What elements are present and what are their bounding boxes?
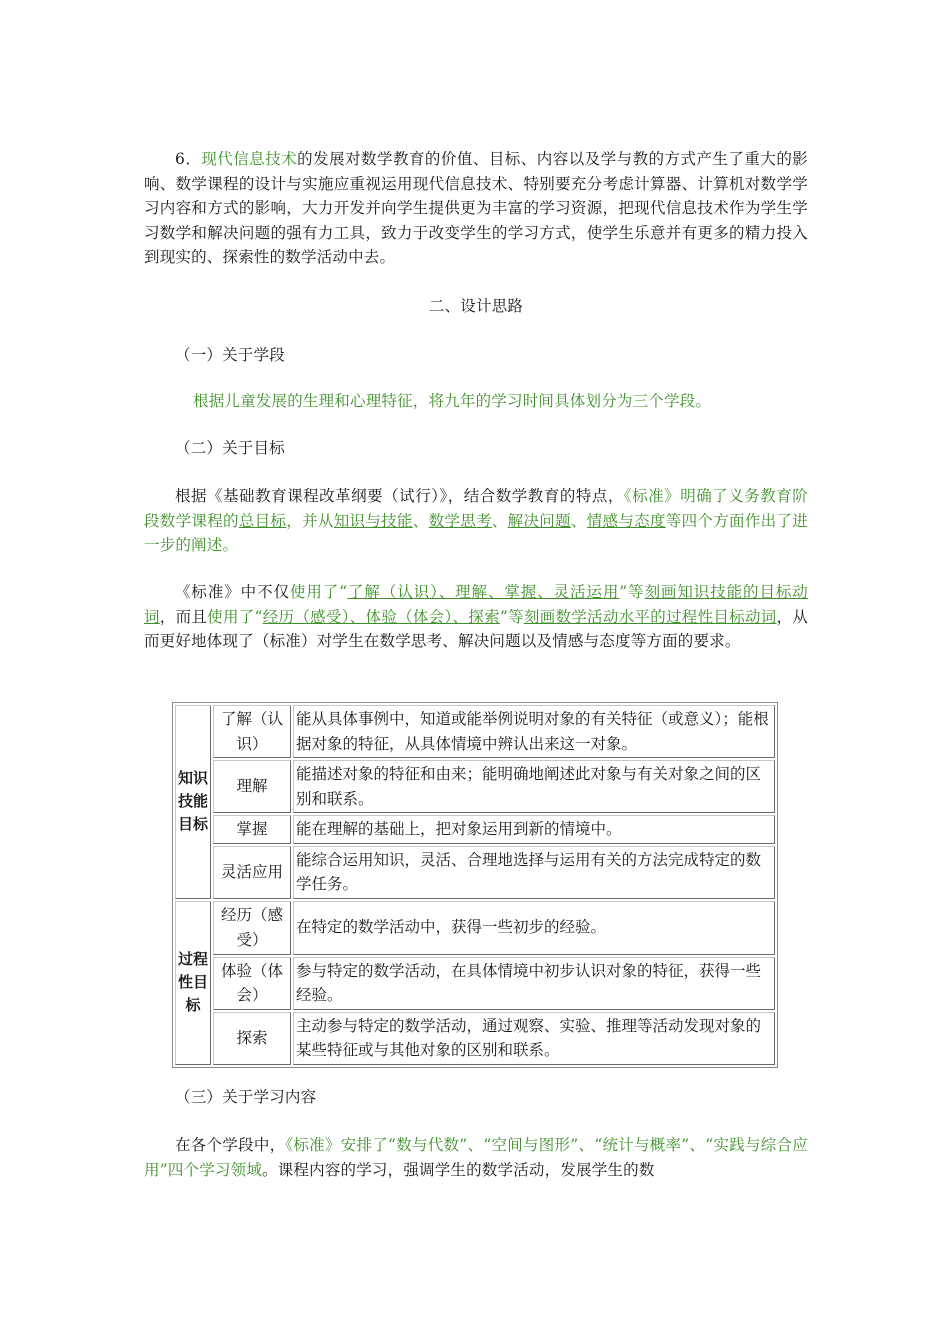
problem-solving-link[interactable]: 解决问题 [507, 511, 571, 530]
content-text-a: 在各个学段中， [175, 1136, 286, 1154]
verbs-text-d: ”等 [619, 583, 645, 601]
table-row [175, 957, 775, 1010]
goals-text-l: 等四个方面作出了进一步的阐述。 [144, 511, 808, 554]
learning-areas-text: 《标准》安排了“数与代数”、“空间与图形”、“统计与概率”、“实践与综合应用”四个学习领域 [144, 1136, 808, 1179]
verbs-text-a: 《标准》中不仅 [175, 583, 290, 601]
verbs-text-g: 使用了“ [207, 607, 263, 626]
term-cell: 了解（认识） [213, 705, 291, 758]
paragraph-6 [144, 147, 808, 270]
subsection-title-content: （三）关于学习内容 [175, 1088, 317, 1106]
term-cell: 探索 [213, 1012, 291, 1065]
process-verbs-link[interactable]: 经历（感受）、体验（体会）、探索 [262, 607, 500, 626]
table-row [175, 705, 775, 758]
goal-verbs-table [172, 702, 778, 1068]
verbs-text-k: ，从而更好地体现了（标准）对学生在数学思考、解决问题以及情感与态度等方面的要求。 [144, 607, 809, 650]
goals-sep-1: 、 [412, 511, 429, 530]
verbs-text-b: 使用了“ [289, 583, 348, 601]
table-row [175, 1012, 775, 1065]
modern-it-term: 现代信息技术 [201, 150, 298, 168]
term-cell: 掌握 [213, 815, 291, 844]
desc-cell: 主动参与特定的数学活动，通过观察、实验、推理等活动发现对象的某些特征或与其他对象的区别和联系。 [293, 1012, 775, 1065]
desc-cell: 能从具体事例中，知道或能举例说明对象的有关特征（或意义）；能根据对象的特征，从具体情境中辨认出来这一对象。 [293, 705, 775, 758]
term-cell: 体验（体会） [213, 957, 291, 1010]
table-row [175, 846, 775, 899]
section-title-design: 二、设计思路 [428, 297, 524, 315]
paragraph-6-body: 的发展对数学教育的价值、目标、内容以及学与教的方式产生了重大的影响、数学课程的设计与实施应重视运用现代信息技术、特别要充分考虑计算器、计算机对数学学习内容和方式的影响，大力开发并向学生提供更为丰富的学习资源，把现代信息技术作为学生学习数学和解决问题的强有力工具，致力于改变学生的学习方式，使学生乐意并有更多的精力投入到现实的、探索性的数学活动中去。 [144, 150, 809, 266]
verbs-text-i: ”等 [499, 607, 524, 626]
term-cell: 灵活应用 [213, 846, 291, 899]
content-text-c: 。课程内容的学习，强调学生的数学活动，发展学生的数 [262, 1160, 655, 1179]
overall-goal-link[interactable]: 总目标 [238, 511, 287, 530]
table-row [175, 760, 775, 813]
goals-sep-3: 、 [570, 511, 587, 530]
knowledge-category-cell: 知识技能目标 [175, 705, 211, 899]
item-number: 6． [175, 150, 202, 168]
goals-text-d: ，并从 [286, 511, 334, 530]
knowledge-goal-verbs-link[interactable]: 刻画知识技能的目标动词 [144, 583, 808, 626]
subsection-title-stages: （一）关于学段 [175, 346, 285, 364]
content-paragraph [144, 1133, 808, 1182]
term-cell: 理解 [213, 760, 291, 813]
desc-cell: 能描述对象的特征和由来；能明确地阐述此对象与有关对象之间的区别和联系。 [293, 760, 775, 813]
desc-cell: 在特定的数学活动中，获得一些初步的经验。 [293, 901, 775, 955]
goals-text-a: 根据《基础教育课程改革纲要（试行）》，结合数学教育的特点， [175, 487, 624, 505]
process-goal-verbs-link[interactable]: 刻画数学活动水平的过程性目标动词 [523, 607, 777, 626]
term-cell: 经历（感受） [213, 901, 291, 955]
knowledge-verbs-link[interactable]: 了解（认识）、理解、掌握、灵活运用 [347, 583, 620, 601]
process-category-cell: 过程性目标 [175, 901, 211, 1065]
subsection-title-goals: （二）关于目标 [175, 439, 285, 457]
goals-sep-2: 、 [491, 511, 508, 530]
knowledge-skills-link[interactable]: 知识与技能 [333, 511, 413, 530]
desc-cell: 能在理解的基础上，把对象运用到新的情境中。 [293, 815, 775, 844]
verbs-text-f: ，而且 [159, 607, 208, 626]
table-row [175, 815, 775, 844]
verbs-paragraph [144, 580, 808, 654]
emotion-attitude-link[interactable]: 情感与态度 [586, 511, 666, 530]
goals-text-b: 《标准》明确了义务教育阶段数学课程的 [144, 487, 808, 530]
table-row [175, 901, 775, 955]
desc-cell: 能综合运用知识，灵活、合理地选择与运用有关的方法完成特定的数学任务。 [293, 846, 775, 899]
goals-paragraph [144, 484, 808, 558]
desc-cell: 参与特定的数学活动，在具体情境中初步认识对象的特征，获得一些经验。 [293, 957, 775, 1010]
math-thinking-link[interactable]: 数学思考 [428, 511, 492, 530]
stages-text: 根据儿童发展的生理和心理特征，将九年的学习时间具体划分为三个学段。 [193, 392, 712, 410]
